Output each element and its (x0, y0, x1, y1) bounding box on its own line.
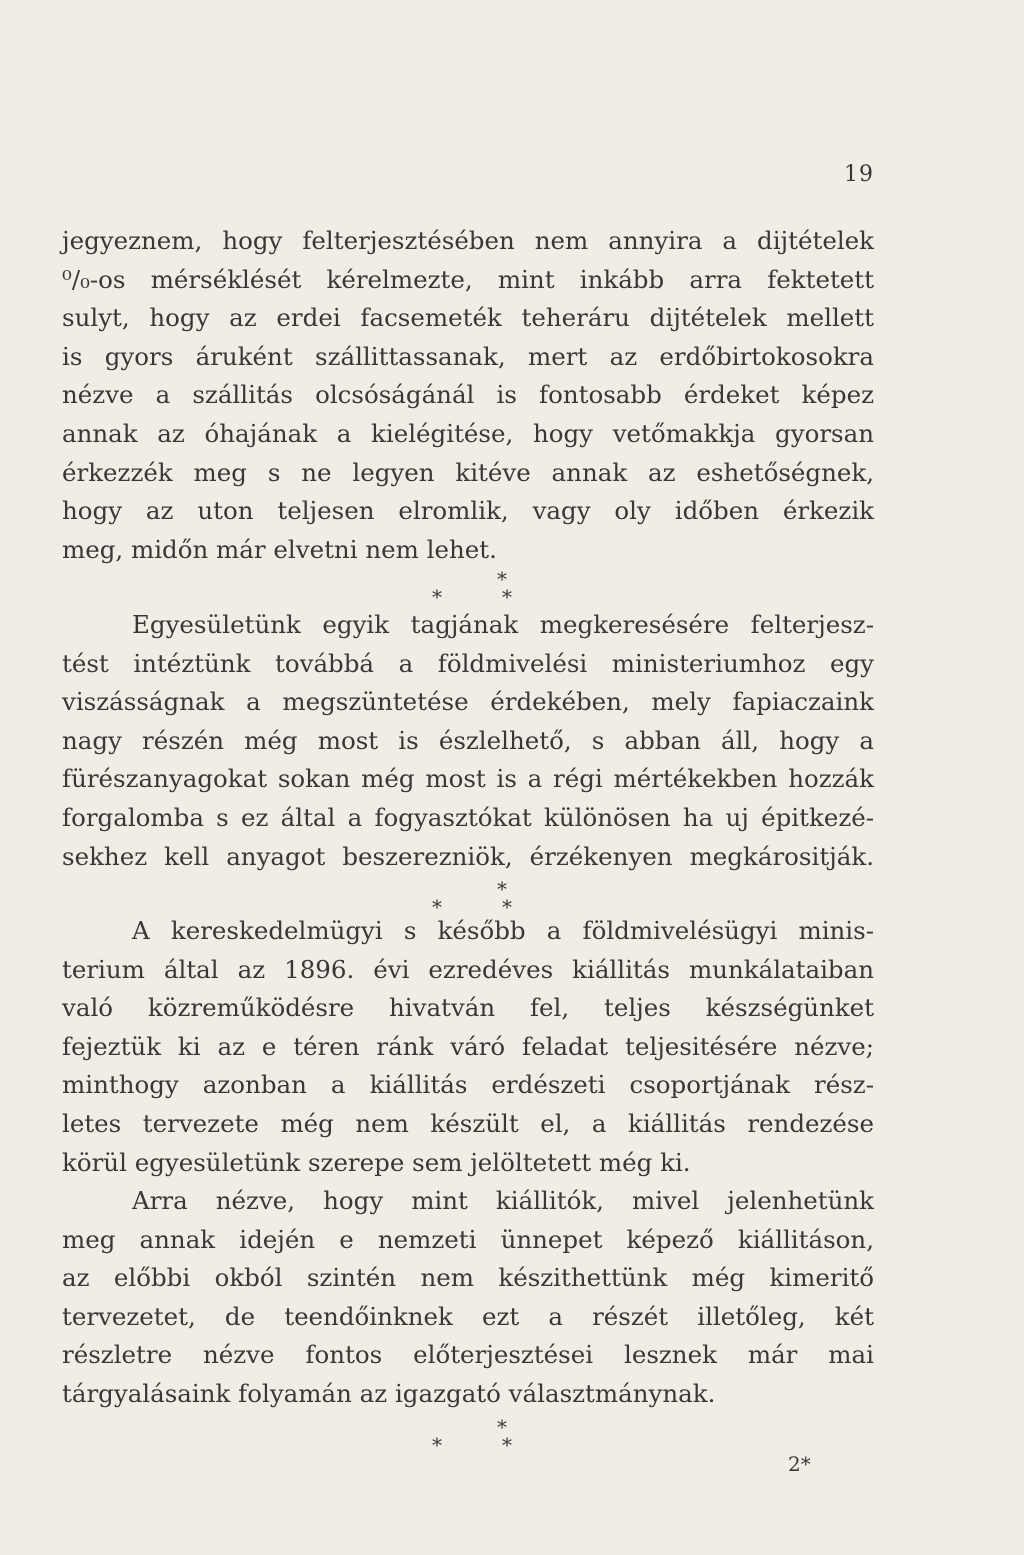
text-line: Arra nézve, hogy mint kiállitók, mivel jelenhetünk (132, 1186, 874, 1215)
text-line: való közreműködésre hivatván fel, teljes készségünket (62, 993, 874, 1023)
text-line: terium által az 1896. évi ezredéves kiállitás munkálataiban (62, 954, 874, 984)
text-line: annak az óhajának a kielégitése, hogy vetőmakkja gyorsan (62, 418, 874, 448)
page-number: 19 (844, 162, 874, 187)
paragraph-2 (62, 606, 874, 876)
text-line: nagy részén még most is észlelhető, s abban áll, hogy a (62, 725, 874, 755)
text-line: letes tervezete még nem készült el, a kiállitás rendezése (62, 1108, 874, 1138)
text-line: meg annak idején e nemzeti ünnepet képező kiállitáson, (62, 1224, 874, 1254)
text-line: tervezetet, de teendőinknek ezt a részét illetőleg, két (62, 1301, 874, 1331)
asterism-bottom: ** (432, 1433, 572, 1457)
text-line: hogy az uton teljesen elromlik, vagy oly időben érkezik (62, 496, 874, 526)
text-line: A kereskedelmügyi s később a földmivelésügyi minis- (132, 916, 874, 945)
text-line: körül egyesületünk szerepe sem jelöltetett még ki. (62, 1147, 691, 1177)
text-line: minthogy azonban a kiállitás erdészeti csoportjának rész- (62, 1070, 874, 1100)
text-line: nézve a szállitás olcsóságánál is fontosabb érdeket képez (62, 380, 874, 410)
paragraph-4 (62, 1182, 874, 1414)
asterism-divider (0, 1415, 1024, 1457)
text-line: sulyt, hogy az erdei facsemeték teheráru dijtételek mellett (62, 303, 874, 333)
text-line: tárgyalásaink folyamán az igazgató választmánynak. (62, 1378, 716, 1408)
asterism-bottom: ** (432, 585, 572, 609)
signature-mark: 2* (788, 1452, 811, 1476)
asterism-top: * (497, 1415, 507, 1439)
text-line: tést intéztünk továbbá a földmivelési ministeriumhoz egy (62, 648, 874, 678)
text-line: meg, midőn már elvetni nem lehet. (62, 534, 497, 564)
text-line: viszásságnak a megszüntetése érdekében, mely fapiaczaink (62, 687, 874, 717)
text-line: érkezzék meg s ne legyen kitéve annak az eshetőségnek, (62, 457, 874, 487)
asterism-bottom: ** (432, 895, 572, 919)
asterism-divider (0, 567, 1024, 609)
asterism-divider (0, 877, 1024, 919)
text-line: részletre nézve fontos előterjesztései lesznek már mai (62, 1340, 874, 1370)
text-line: forgalomba s ez által a fogyasztókat különösen ha uj épitkezé- (62, 802, 874, 832)
asterism-top: * (497, 877, 507, 901)
text-line: Egyesületünk egyik tagjának megkeresésére felterjesz- (132, 610, 874, 639)
paragraph-1 (62, 222, 874, 569)
text-line: fejeztük ki az e téren ránk váró feladat teljesitésére nézve; (62, 1031, 874, 1061)
text-line: is gyors áruként szállittassanak, mert az erdőbirtokosokra (62, 341, 874, 371)
paragraph-3 (62, 912, 874, 1182)
text-line: jegyeznem, hogy felterjesztésében nem annyira a dijtételek (62, 226, 874, 255)
text-line: az előbbi okból szintén nem készithettünk még kimeritő (62, 1263, 874, 1293)
text-line: fürészanyagokat sokan még most is a régi mértékekben hozzák (62, 764, 874, 794)
asterism-top: * (497, 567, 507, 591)
text-line: ⁰/₀-os mérséklését kérelmezte, mint inkább arra fektetett (62, 264, 874, 294)
text-line: sekhez kell anyagot beszerezniök, érzékenyen megkárositják. (62, 841, 874, 871)
